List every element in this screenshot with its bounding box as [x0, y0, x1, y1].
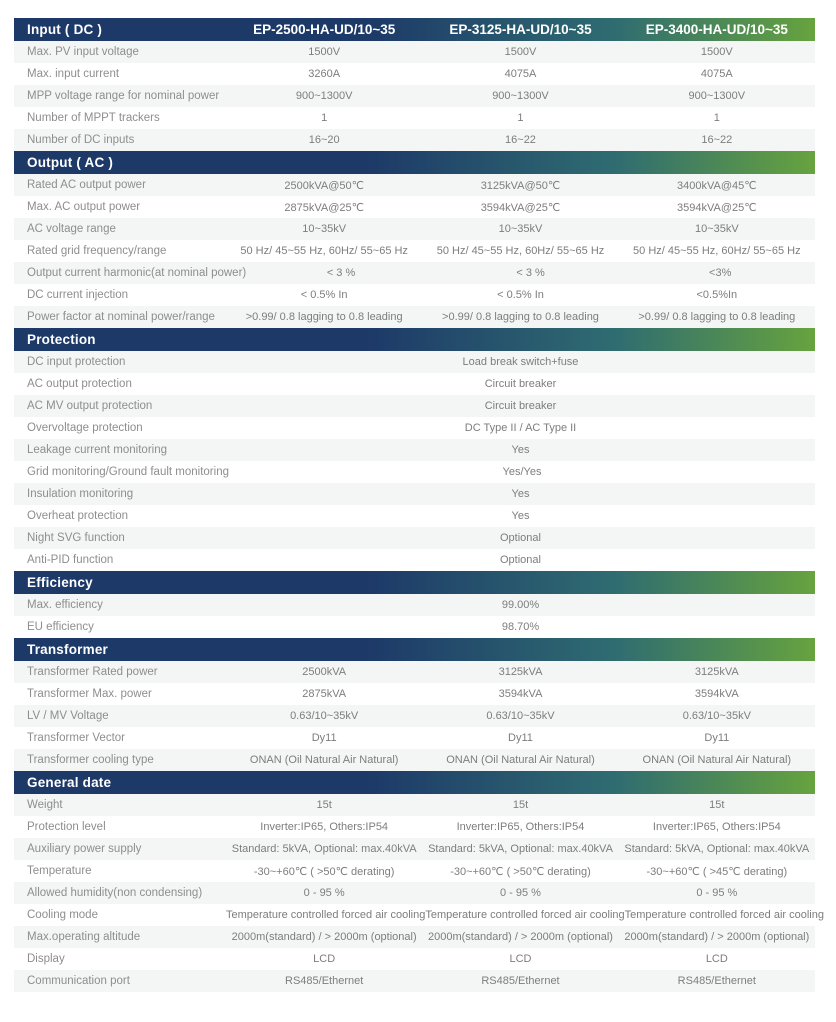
spec-row-label: Rated AC output power — [27, 179, 146, 191]
spec-value-col-2: 3125kVA — [498, 666, 543, 678]
spec-row-rated-ac-output-power — [14, 174, 815, 196]
spec-value-col-1: >0.99/ 0.8 lagging to 0.8 leading — [245, 311, 403, 323]
spec-value-col-2: Yes/Yes — [502, 466, 542, 478]
spec-row-max-ac-output-power — [14, 196, 815, 218]
spec-row-leakage-current-monitoring — [14, 439, 815, 461]
spec-row-output-current-harmonic-at-nominal-power — [14, 262, 815, 284]
spec-row-lv-mv-voltage — [14, 705, 815, 727]
section-title: Transformer — [27, 642, 108, 657]
spec-value-col-1: 2875kVA@25℃ — [284, 201, 364, 214]
spec-value-col-2: DC Type II / AC Type II — [464, 422, 577, 434]
spec-row-label: EU efficiency — [27, 621, 94, 633]
spec-row-label: DC input protection — [27, 356, 126, 368]
spec-row-number-of-dc-inputs — [14, 129, 815, 151]
spec-value-col-3: 3594kVA — [694, 688, 739, 700]
spec-value-col-1: 2500kVA — [302, 666, 347, 678]
spec-value-col-2: Yes — [511, 444, 530, 456]
spec-value-col-3: 900~1300V — [688, 90, 746, 102]
spec-value-col-2: Standard: 5kVA, Optional: max.40kVA — [428, 843, 613, 855]
spec-value-col-1: Inverter:IP65, Others:IP54 — [260, 821, 389, 833]
spec-row-transformer-rated-power — [14, 661, 815, 683]
spec-row-label: Communication port — [27, 975, 130, 987]
spec-row-dc-current-injection — [14, 284, 815, 306]
spec-value-col-3: 3594kVA@25℃ — [677, 201, 757, 214]
spec-row-overheat-protection — [14, 505, 815, 527]
spec-value-col-2: RS485/Ethernet — [481, 975, 560, 987]
spec-row-label: LV / MV Voltage — [27, 710, 109, 722]
spec-value-col-2: 3594kVA — [498, 688, 543, 700]
spec-value-col-3: 16~22 — [701, 134, 733, 146]
spec-value-col-2: 3125kVA@50℃ — [480, 179, 561, 192]
spec-row-label: Auxiliary power supply — [27, 843, 142, 855]
spec-value-col-3: <0.5%In — [696, 289, 738, 301]
spec-value-col-1: ONAN (Oil Natural Air Natural) — [249, 754, 399, 766]
model-column-header-3: EP-3400-HA-UD/10~35 — [645, 22, 788, 37]
spec-value-col-2: Dy11 — [508, 732, 533, 744]
model-column-header-2: EP-3125-HA-UD/10~35 — [449, 22, 592, 37]
section-header-efficiency — [14, 571, 815, 594]
spec-value-col-2: 16~22 — [505, 134, 536, 146]
spec-row-number-of-mppt-trackers — [14, 107, 815, 129]
spec-value-col-1: RS485/Ethernet — [285, 975, 364, 987]
spec-row-grid-monitoring-ground-fault-monitoring — [14, 461, 815, 483]
spec-value-col-3: 2000m(standard) / > 2000m (optional) — [624, 931, 810, 943]
spec-row-overvoltage-protection — [14, 417, 815, 439]
spec-value-col-3: Dy11 — [704, 732, 730, 744]
section-title: Efficiency — [27, 575, 93, 590]
spec-row-label: Insulation monitoring — [27, 488, 134, 500]
spec-row-label: Max. efficiency — [27, 599, 103, 611]
spec-value-col-1: 3260A — [308, 68, 341, 80]
section-title: Output ( AC ) — [27, 155, 114, 170]
spec-row-label: Max.operating altitude — [27, 931, 141, 943]
spec-value-col-2: 4075A — [504, 68, 537, 80]
spec-value-col-1: < 3 % — [326, 267, 356, 279]
spec-row-transformer-max-power — [14, 683, 815, 705]
spec-row-label: MPP voltage range for nominal power — [27, 90, 220, 102]
spec-value-col-2: -30~+60℃ ( >50℃ derating) — [450, 865, 591, 878]
spec-value-col-3: 15t — [709, 799, 725, 811]
spec-value-col-1: 16~20 — [308, 134, 340, 146]
spec-value-col-1: 2875kVA — [302, 688, 347, 700]
spec-value-col-1: Temperature controlled forced air cooling — [226, 909, 426, 921]
spec-row-label: Power factor at nominal power/range — [27, 311, 215, 323]
spec-row-transformer-cooling-type — [14, 749, 815, 771]
spec-value-col-3: Standard: 5kVA, Optional: max.40kVA — [624, 843, 810, 855]
model-column-header-1: EP-2500-HA-UD/10~35 — [253, 22, 396, 37]
spec-value-col-2: 0.63/10~35kV — [486, 710, 555, 722]
spec-value-col-2: Circuit breaker — [484, 400, 557, 412]
spec-row-label: Weight — [27, 799, 63, 811]
spec-row-label: Grid monitoring/Ground fault monitoring — [27, 466, 229, 478]
spec-row-eu-efficiency — [14, 616, 815, 638]
spec-row-label: Max. PV input voltage — [27, 46, 139, 58]
spec-value-col-1: < 0.5% In — [300, 289, 348, 301]
spec-value-col-1: 50 Hz/ 45~55 Hz, 60Hz/ 55~65 Hz — [240, 245, 408, 257]
spec-value-col-1: 10~35kV — [302, 223, 347, 235]
spec-row-rated-grid-frequency-range — [14, 240, 815, 262]
spec-row-dc-input-protection — [14, 351, 815, 373]
spec-value-col-2: 3594kVA@25℃ — [480, 201, 561, 214]
spec-row-cooling-mode — [14, 904, 824, 926]
spec-row-anti-pid-function — [14, 549, 815, 571]
spec-value-col-2: 0 - 95 % — [500, 887, 541, 899]
spec-value-col-3: >0.99/ 0.8 lagging to 0.8 leading — [638, 311, 796, 323]
spec-row-power-factor-at-nominal-power-range — [14, 306, 815, 328]
spec-row-label: AC MV output protection — [27, 400, 153, 412]
section-header-input-dc — [14, 18, 815, 41]
spec-row-label: Output current harmonic(at nominal power) — [27, 267, 247, 279]
spec-value-col-3: 4075A — [700, 68, 733, 80]
spec-row-label: Anti-PID function — [27, 554, 114, 566]
spec-value-col-2: Yes — [511, 510, 530, 522]
spec-value-col-3: 3125kVA — [694, 666, 739, 678]
spec-value-col-2: >0.99/ 0.8 lagging to 0.8 leading — [442, 311, 599, 323]
spec-value-col-1: -30~+60℃ ( >50℃ derating) — [253, 865, 395, 878]
spec-row-label: Max. input current — [27, 68, 120, 80]
spec-value-col-2: Inverter:IP65, Others:IP54 — [456, 821, 585, 833]
spec-value-col-1: 900~1300V — [295, 90, 353, 102]
section-title: Protection — [27, 332, 96, 347]
spec-row-label: Transformer Vector — [27, 732, 125, 744]
spec-value-col-1: 0.63/10~35kV — [290, 710, 359, 722]
spec-row-label: Night SVG function — [27, 532, 125, 544]
spec-row-protection-level — [14, 816, 815, 838]
spec-row-label: Leakage current monitoring — [27, 444, 167, 456]
spec-row-allowed-humidity-non-condensing — [14, 882, 815, 904]
spec-value-col-3: -30~+60℃ ( >45℃ derating) — [646, 865, 788, 878]
spec-row-label: Rated grid frequency/range — [27, 245, 167, 257]
spec-row-label: Overheat protection — [27, 510, 129, 522]
spec-row-label: Number of MPPT trackers — [27, 112, 160, 124]
section-title: Input ( DC ) — [27, 22, 103, 37]
spec-value-col-2: 15t — [512, 799, 529, 811]
spec-value-col-1: 1500V — [308, 46, 341, 58]
spec-row-ac-output-protection — [14, 373, 815, 395]
spec-value-col-2: 50 Hz/ 45~55 Hz, 60Hz/ 55~65 Hz — [436, 245, 605, 257]
spec-row-transformer-vector — [14, 727, 815, 749]
spec-value-col-3: 0 - 95 % — [696, 887, 738, 899]
spec-row-label: Allowed humidity(non condensing) — [27, 887, 203, 899]
spec-row-max-input-current — [14, 63, 815, 85]
spec-value-col-3: 3400kVA@45℃ — [677, 179, 757, 192]
spec-value-col-1: 2500kVA@50℃ — [284, 179, 364, 192]
spec-row-label: AC voltage range — [27, 223, 116, 235]
spec-value-col-1: 1 — [321, 112, 328, 124]
spec-value-col-2: ONAN (Oil Natural Air Natural) — [446, 754, 595, 766]
spec-row-mpp-voltage-range-for-nominal-power — [14, 85, 815, 107]
spec-value-col-2: Circuit breaker — [484, 378, 557, 390]
spec-row-max-efficiency — [14, 594, 815, 616]
spec-value-col-3: Temperature controlled forced air cooling — [624, 909, 824, 921]
spec-row-weight — [14, 794, 815, 816]
spec-row-communication-port — [14, 970, 815, 992]
spec-row-max-operating-altitude — [14, 926, 815, 948]
spec-value-col-2: Temperature controlled forced air cooling — [425, 909, 625, 921]
spec-value-col-2: 98.70% — [501, 621, 540, 633]
spec-value-col-1: 2000m(standard) / > 2000m (optional) — [231, 931, 417, 943]
spec-row-auxiliary-power-supply — [14, 838, 815, 860]
spec-row-label: Number of DC inputs — [27, 134, 135, 146]
spec-value-col-3: 10~35kV — [694, 223, 739, 235]
spec-value-col-3: 0.63/10~35kV — [682, 710, 751, 722]
spec-row-ac-voltage-range — [14, 218, 815, 240]
spec-row-label: Transformer cooling type — [27, 754, 154, 766]
spec-value-col-2: Optional — [500, 532, 541, 544]
spec-value-col-2: 1500V — [504, 46, 537, 58]
spec-value-col-2: Load break switch+fuse — [462, 356, 579, 368]
section-header-transformer — [14, 638, 815, 661]
spec-value-col-1: 0 - 95 % — [303, 887, 345, 899]
spec-row-max-pv-input-voltage — [14, 41, 815, 63]
spec-value-col-2: < 3 % — [516, 267, 545, 279]
spec-value-col-2: 2000m(standard) / > 2000m (optional) — [428, 931, 613, 943]
spec-value-col-3: 1500V — [700, 46, 733, 58]
spec-value-col-3: LCD — [705, 953, 728, 965]
spec-row-label: Display — [27, 953, 65, 965]
spec-value-col-2: 1 — [517, 112, 524, 124]
spec-value-col-2: 900~1300V — [492, 90, 549, 102]
spec-row-label: Transformer Rated power — [27, 666, 158, 678]
section-title: General date — [27, 775, 112, 790]
spec-value-col-3: Inverter:IP65, Others:IP54 — [652, 821, 781, 833]
spec-value-col-1: LCD — [313, 953, 336, 965]
section-header-output-ac — [14, 151, 815, 174]
spec-value-col-3: ONAN (Oil Natural Air Natural) — [642, 754, 792, 766]
spec-value-col-1: Dy11 — [311, 732, 337, 744]
section-header-general-date — [14, 771, 815, 794]
spec-value-col-1: Standard: 5kVA, Optional: max.40kVA — [231, 843, 417, 855]
spec-table — [14, 18, 824, 992]
spec-row-label: Overvoltage protection — [27, 422, 143, 434]
spec-value-col-2: Optional — [500, 554, 541, 566]
spec-row-temperature — [14, 860, 815, 882]
spec-value-col-3: RS485/Ethernet — [677, 975, 756, 987]
spec-value-col-2: < 0.5% In — [497, 289, 544, 301]
spec-row-label: Protection level — [27, 821, 106, 833]
spec-value-col-2: LCD — [509, 953, 532, 965]
spec-row-display — [14, 948, 815, 970]
spec-row-label: Max. AC output power — [27, 201, 141, 213]
spec-value-col-2: Yes — [511, 488, 530, 500]
spec-row-insulation-monitoring — [14, 483, 815, 505]
spec-row-label: Cooling mode — [27, 909, 98, 921]
spec-value-col-3: 50 Hz/ 45~55 Hz, 60Hz/ 55~65 Hz — [633, 245, 801, 257]
spec-row-night-svg-function — [14, 527, 815, 549]
spec-value-col-3: 1 — [713, 112, 720, 124]
spec-value-col-2: 99.00% — [501, 599, 540, 611]
spec-row-label: DC current injection — [27, 289, 128, 301]
spec-value-col-2: 10~35kV — [498, 223, 543, 235]
spec-value-col-1: 15t — [316, 799, 332, 811]
section-header-protection — [14, 328, 815, 351]
spec-row-label: Temperature — [27, 865, 92, 877]
spec-row-label: Transformer Max. power — [27, 688, 152, 700]
spec-row-ac-mv-output-protection — [14, 395, 815, 417]
spec-row-label: AC output protection — [27, 378, 132, 390]
spec-value-col-3: <3% — [709, 267, 732, 279]
